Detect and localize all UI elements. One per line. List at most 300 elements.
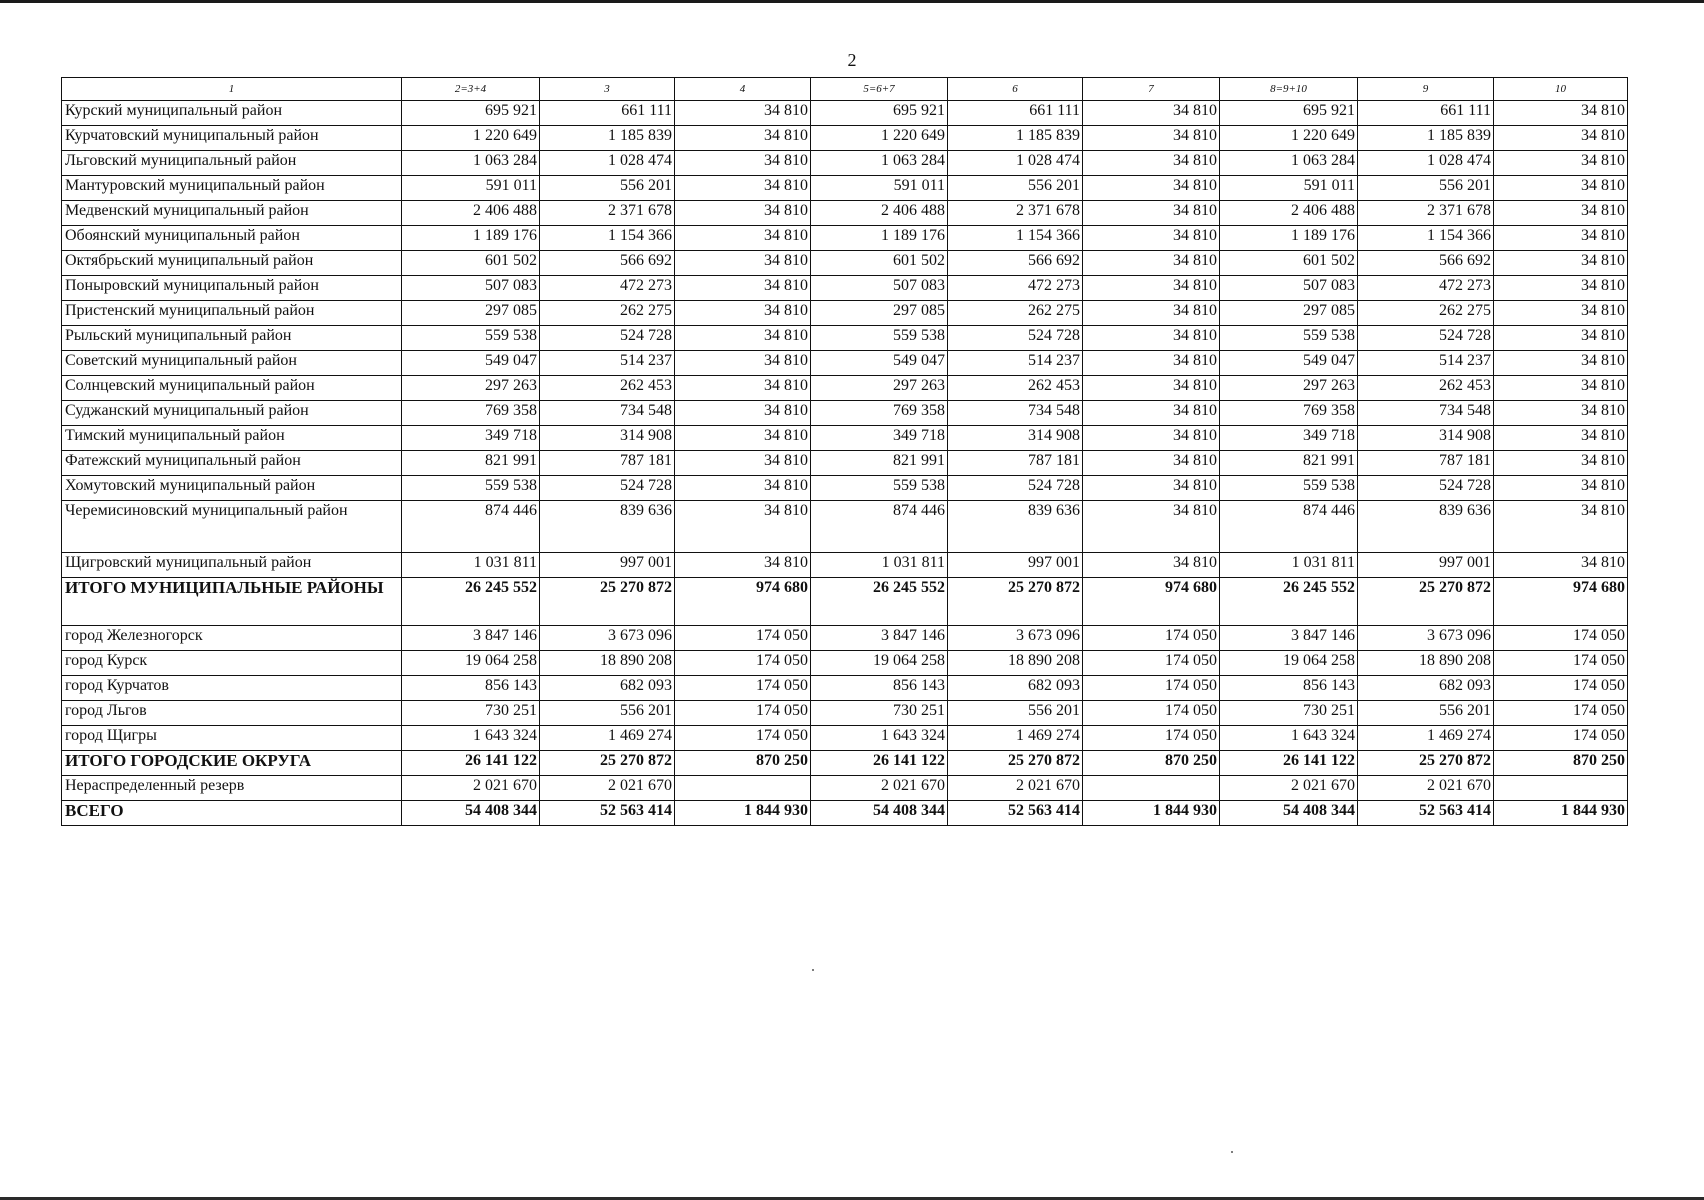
value-cell: 556 201 (540, 176, 675, 201)
value-cell: 1 031 811 (402, 553, 540, 578)
value-cell: 174 050 (675, 701, 811, 726)
value-cell: 34 810 (1494, 426, 1628, 451)
value-cell: 1 185 839 (540, 126, 675, 151)
row-label-cell: ИТОГО ГОРОДСКИЕ ОКРУГА (62, 751, 402, 776)
value-cell: 787 181 (948, 451, 1083, 476)
value-cell: 54 408 344 (811, 801, 948, 826)
value-cell: 1 469 274 (948, 726, 1083, 751)
table-row (62, 476, 1628, 501)
row-label-cell: город Щигры (62, 726, 402, 751)
value-cell: 1 185 839 (1358, 126, 1494, 151)
value-cell: 52 563 414 (948, 801, 1083, 826)
value-cell: 34 810 (1083, 176, 1220, 201)
value-cell: 34 810 (1083, 101, 1220, 126)
value-cell: 54 408 344 (1220, 801, 1358, 826)
table-row (62, 151, 1628, 176)
row-label-cell: Черемисиновский муниципальный район (62, 501, 402, 553)
value-cell: 1 031 811 (1220, 553, 1358, 578)
value-cell: 2 406 488 (1220, 201, 1358, 226)
value-cell: 787 181 (1358, 451, 1494, 476)
value-cell: 1 469 274 (540, 726, 675, 751)
value-cell: 34 810 (675, 553, 811, 578)
value-cell: 25 270 872 (540, 751, 675, 776)
value-cell: 34 810 (675, 151, 811, 176)
value-cell: 734 548 (1358, 401, 1494, 426)
value-cell: 682 093 (948, 676, 1083, 701)
table-row (62, 426, 1628, 451)
value-cell: 787 181 (540, 451, 675, 476)
page-number: 2 (847, 50, 857, 70)
value-cell: 974 680 (675, 578, 811, 626)
value-cell: 34 810 (1494, 451, 1628, 476)
row-label-cell: Курский муниципальный район (62, 101, 402, 126)
row-label-cell: Льговский муниципальный район (62, 151, 402, 176)
row-label-cell: Поныровский муниципальный район (62, 276, 402, 301)
value-cell: 19 064 258 (1220, 651, 1358, 676)
value-cell: 34 810 (1083, 376, 1220, 401)
value-cell: 34 810 (1494, 201, 1628, 226)
row-label-cell: Тимский муниципальный район (62, 426, 402, 451)
value-cell: 52 563 414 (1358, 801, 1494, 826)
value-cell: 34 810 (675, 501, 811, 553)
row-label-cell: Мантуровский муниципальный район (62, 176, 402, 201)
value-cell: 262 275 (1358, 301, 1494, 326)
value-cell: 52 563 414 (540, 801, 675, 826)
value-cell: 874 446 (811, 501, 948, 553)
value-cell: 1 844 930 (675, 801, 811, 826)
value-cell: 974 680 (1083, 578, 1220, 626)
value-cell: 1 063 284 (811, 151, 948, 176)
value-cell: 997 001 (1358, 553, 1494, 578)
value-cell: 34 810 (1083, 301, 1220, 326)
value-cell: 556 201 (948, 701, 1083, 726)
value-cell: 34 810 (675, 101, 811, 126)
value-cell: 661 111 (540, 101, 675, 126)
value-cell: 262 453 (540, 376, 675, 401)
value-cell: 769 358 (811, 401, 948, 426)
column-number-header-row (62, 78, 1628, 101)
value-cell: 297 085 (811, 301, 948, 326)
value-cell: 262 275 (948, 301, 1083, 326)
value-cell: 514 237 (948, 351, 1083, 376)
table-row (62, 301, 1628, 326)
value-cell: 856 143 (1220, 676, 1358, 701)
row-label-cell: ВСЕГО (62, 801, 402, 826)
column-header: 3 (540, 78, 675, 101)
table-row (62, 226, 1628, 251)
value-cell: 1 220 649 (402, 126, 540, 151)
value-cell: 1 643 324 (811, 726, 948, 751)
value-cell: 34 810 (1494, 476, 1628, 501)
value-cell: 314 908 (1358, 426, 1494, 451)
row-label-cell: Пристенский муниципальный район (62, 301, 402, 326)
value-cell: 174 050 (675, 626, 811, 651)
table-row (62, 326, 1628, 351)
value-cell: 26 245 552 (1220, 578, 1358, 626)
value-cell: 297 263 (402, 376, 540, 401)
value-cell: 1 063 284 (1220, 151, 1358, 176)
value-cell: 26 141 122 (811, 751, 948, 776)
value-cell: 821 991 (1220, 451, 1358, 476)
value-cell: 556 201 (540, 701, 675, 726)
value-cell: 1 220 649 (1220, 126, 1358, 151)
value-cell: 524 728 (1358, 326, 1494, 351)
value-cell: 874 446 (402, 501, 540, 553)
value-cell: 1 154 366 (540, 226, 675, 251)
value-cell: 34 810 (1083, 126, 1220, 151)
row-label-cell: Рыльский муниципальный район (62, 326, 402, 351)
value-cell: 34 810 (675, 226, 811, 251)
row-label-cell: Щигровский муниципальный район (62, 553, 402, 578)
value-cell: 559 538 (811, 476, 948, 501)
value-cell: 2 406 488 (402, 201, 540, 226)
column-header: 9 (1358, 78, 1494, 101)
value-cell: 1 643 324 (402, 726, 540, 751)
value-cell: 549 047 (1220, 351, 1358, 376)
value-cell: 997 001 (540, 553, 675, 578)
value-cell: 34 810 (1083, 476, 1220, 501)
value-cell: 524 728 (1358, 476, 1494, 501)
value-cell: 34 810 (675, 326, 811, 351)
value-cell: 314 908 (540, 426, 675, 451)
value-cell: 507 083 (402, 276, 540, 301)
value-cell: 26 245 552 (402, 578, 540, 626)
value-cell: 34 810 (1494, 226, 1628, 251)
table-row (62, 376, 1628, 401)
value-cell: 874 446 (1220, 501, 1358, 553)
value-cell: 997 001 (948, 553, 1083, 578)
value-cell: 839 636 (540, 501, 675, 553)
value-cell: 974 680 (1494, 578, 1628, 626)
value-cell: 19 064 258 (811, 651, 948, 676)
value-cell: 34 810 (675, 301, 811, 326)
value-cell: 549 047 (811, 351, 948, 376)
value-cell: 2 021 670 (811, 776, 948, 801)
value-cell: 1 189 176 (811, 226, 948, 251)
value-cell: 661 111 (1358, 101, 1494, 126)
value-cell: 2 406 488 (811, 201, 948, 226)
value-cell: 174 050 (1494, 626, 1628, 651)
value-cell: 297 085 (402, 301, 540, 326)
value-cell (675, 776, 811, 801)
value-cell: 18 890 208 (948, 651, 1083, 676)
value-cell: 591 011 (811, 176, 948, 201)
value-cell: 34 810 (1494, 326, 1628, 351)
value-cell: 2 021 670 (948, 776, 1083, 801)
value-cell: 2 021 670 (402, 776, 540, 801)
table-row (62, 101, 1628, 126)
value-cell: 695 921 (811, 101, 948, 126)
value-cell: 856 143 (811, 676, 948, 701)
value-cell: 1 154 366 (1358, 226, 1494, 251)
value-cell: 26 141 122 (1220, 751, 1358, 776)
value-cell: 524 728 (540, 326, 675, 351)
value-cell: 472 273 (1358, 276, 1494, 301)
value-cell: 34 810 (675, 376, 811, 401)
value-cell: 1 220 649 (811, 126, 948, 151)
value-cell: 34 810 (1083, 351, 1220, 376)
value-cell: 559 538 (402, 476, 540, 501)
value-cell: 514 237 (540, 351, 675, 376)
value-cell: 1 844 930 (1494, 801, 1628, 826)
budget-allocation-table (61, 77, 1628, 826)
value-cell: 1 469 274 (1358, 726, 1494, 751)
table-total-row (62, 751, 1628, 776)
value-cell: 297 085 (1220, 301, 1358, 326)
value-cell: 25 270 872 (1358, 578, 1494, 626)
value-cell: 314 908 (948, 426, 1083, 451)
value-cell: 601 502 (1220, 251, 1358, 276)
value-cell: 34 810 (1083, 151, 1220, 176)
value-cell: 507 083 (811, 276, 948, 301)
value-cell: 54 408 344 (402, 801, 540, 826)
value-cell: 34 810 (1494, 276, 1628, 301)
table-body (62, 78, 1628, 826)
value-cell: 26 245 552 (811, 578, 948, 626)
value-cell: 34 810 (1494, 101, 1628, 126)
value-cell: 730 251 (1220, 701, 1358, 726)
value-cell: 559 538 (811, 326, 948, 351)
value-cell: 174 050 (1083, 651, 1220, 676)
table-row (62, 176, 1628, 201)
value-cell: 2 021 670 (1220, 776, 1358, 801)
table-row (62, 626, 1628, 651)
scan-speck (812, 969, 814, 971)
value-cell: 174 050 (675, 651, 811, 676)
table-total-row (62, 578, 1628, 626)
value-cell: 1 189 176 (402, 226, 540, 251)
table-row (62, 201, 1628, 226)
value-cell: 3 847 146 (1220, 626, 1358, 651)
value-cell: 769 358 (1220, 401, 1358, 426)
value-cell: 34 810 (1083, 451, 1220, 476)
value-cell: 297 263 (811, 376, 948, 401)
value-cell: 821 991 (402, 451, 540, 476)
value-cell: 601 502 (811, 251, 948, 276)
value-cell: 559 538 (1220, 476, 1358, 501)
value-cell: 549 047 (402, 351, 540, 376)
value-cell: 34 810 (1494, 351, 1628, 376)
value-cell: 695 921 (402, 101, 540, 126)
value-cell: 34 810 (1494, 126, 1628, 151)
row-label-cell: Обоянский муниципальный район (62, 226, 402, 251)
value-cell: 566 692 (540, 251, 675, 276)
value-cell: 34 810 (675, 126, 811, 151)
value-cell: 1 643 324 (1220, 726, 1358, 751)
value-cell: 34 810 (1083, 426, 1220, 451)
value-cell: 3 847 146 (402, 626, 540, 651)
value-cell: 25 270 872 (540, 578, 675, 626)
row-label-cell: Курчатовский муниципальный район (62, 126, 402, 151)
value-cell: 297 263 (1220, 376, 1358, 401)
value-cell: 34 810 (675, 426, 811, 451)
value-cell: 174 050 (1083, 726, 1220, 751)
value-cell: 34 810 (1083, 201, 1220, 226)
row-label-cell: город Курск (62, 651, 402, 676)
value-cell: 769 358 (402, 401, 540, 426)
row-label-cell: Нераспределенный резерв (62, 776, 402, 801)
value-cell: 174 050 (1494, 701, 1628, 726)
value-cell: 34 810 (1494, 251, 1628, 276)
value-cell: 1 028 474 (540, 151, 675, 176)
value-cell: 559 538 (402, 326, 540, 351)
value-cell: 524 728 (540, 476, 675, 501)
column-header: 1 (62, 78, 402, 101)
value-cell: 174 050 (675, 676, 811, 701)
value-cell: 34 810 (675, 451, 811, 476)
table-row (62, 276, 1628, 301)
value-cell: 839 636 (1358, 501, 1494, 553)
value-cell: 174 050 (1083, 626, 1220, 651)
value-cell: 507 083 (1220, 276, 1358, 301)
value-cell: 730 251 (402, 701, 540, 726)
value-cell: 174 050 (1494, 651, 1628, 676)
value-cell: 26 141 122 (402, 751, 540, 776)
row-label-cell: город Железногорск (62, 626, 402, 651)
value-cell: 34 810 (675, 476, 811, 501)
value-cell: 34 810 (1083, 251, 1220, 276)
row-label-cell: ИТОГО МУНИЦИПАЛЬНЫЕ РАЙОНЫ (62, 578, 402, 626)
value-cell: 19 064 258 (402, 651, 540, 676)
value-cell: 34 810 (1494, 376, 1628, 401)
value-cell: 556 201 (1358, 176, 1494, 201)
value-cell: 514 237 (1358, 351, 1494, 376)
value-cell: 25 270 872 (948, 578, 1083, 626)
value-cell: 34 810 (1083, 326, 1220, 351)
table-total-row (62, 801, 1628, 826)
value-cell: 821 991 (811, 451, 948, 476)
value-cell: 34 810 (1083, 553, 1220, 578)
value-cell: 349 718 (1220, 426, 1358, 451)
scan-speck (1231, 1151, 1233, 1153)
value-cell: 1 028 474 (1358, 151, 1494, 176)
value-cell: 34 810 (675, 201, 811, 226)
value-cell: 34 810 (1083, 276, 1220, 301)
value-cell: 3 673 096 (540, 626, 675, 651)
table-row (62, 251, 1628, 276)
value-cell: 734 548 (540, 401, 675, 426)
value-cell (1494, 776, 1628, 801)
value-cell: 262 275 (540, 301, 675, 326)
value-cell: 524 728 (948, 476, 1083, 501)
value-cell: 1 844 930 (1083, 801, 1220, 826)
value-cell: 2 021 670 (1358, 776, 1494, 801)
value-cell: 682 093 (540, 676, 675, 701)
value-cell: 591 011 (1220, 176, 1358, 201)
value-cell: 591 011 (402, 176, 540, 201)
table-row (62, 126, 1628, 151)
table-row (62, 776, 1628, 801)
value-cell: 1 063 284 (402, 151, 540, 176)
value-cell: 2 021 670 (540, 776, 675, 801)
table-row (62, 451, 1628, 476)
value-cell: 34 810 (675, 176, 811, 201)
value-cell: 2 371 678 (540, 201, 675, 226)
value-cell: 34 810 (1083, 226, 1220, 251)
column-header: 10 (1494, 78, 1628, 101)
value-cell: 2 371 678 (1358, 201, 1494, 226)
value-cell: 25 270 872 (1358, 751, 1494, 776)
value-cell: 695 921 (1220, 101, 1358, 126)
value-cell: 661 111 (948, 101, 1083, 126)
column-header: 7 (1083, 78, 1220, 101)
value-cell: 524 728 (948, 326, 1083, 351)
column-header: 2=3+4 (402, 78, 540, 101)
value-cell: 730 251 (811, 701, 948, 726)
value-cell: 1 154 366 (948, 226, 1083, 251)
value-cell: 566 692 (948, 251, 1083, 276)
column-header: 5=6+7 (811, 78, 948, 101)
value-cell: 34 810 (1083, 401, 1220, 426)
table-row (62, 553, 1628, 578)
value-cell: 18 890 208 (1358, 651, 1494, 676)
value-cell: 34 810 (1494, 401, 1628, 426)
table-row (62, 701, 1628, 726)
value-cell: 174 050 (1083, 676, 1220, 701)
value-cell: 856 143 (402, 676, 540, 701)
value-cell: 870 250 (1083, 751, 1220, 776)
value-cell: 262 453 (948, 376, 1083, 401)
value-cell: 870 250 (675, 751, 811, 776)
value-cell: 556 201 (948, 176, 1083, 201)
scan-edge-top (0, 0, 1704, 3)
column-header: 8=9+10 (1220, 78, 1358, 101)
value-cell: 472 273 (948, 276, 1083, 301)
value-cell: 34 810 (675, 351, 811, 376)
value-cell: 3 847 146 (811, 626, 948, 651)
row-label-cell: Медвенский муниципальный район (62, 201, 402, 226)
column-header: 4 (675, 78, 811, 101)
table-row (62, 726, 1628, 751)
value-cell: 3 673 096 (1358, 626, 1494, 651)
value-cell: 734 548 (948, 401, 1083, 426)
row-label-cell: Суджанский муниципальный район (62, 401, 402, 426)
value-cell: 34 810 (1494, 176, 1628, 201)
value-cell: 34 810 (675, 401, 811, 426)
value-cell: 1 185 839 (948, 126, 1083, 151)
value-cell: 3 673 096 (948, 626, 1083, 651)
value-cell: 174 050 (1494, 676, 1628, 701)
value-cell: 566 692 (1358, 251, 1494, 276)
value-cell: 349 718 (402, 426, 540, 451)
value-cell: 262 453 (1358, 376, 1494, 401)
table-row (62, 651, 1628, 676)
value-cell: 34 810 (1494, 553, 1628, 578)
value-cell: 174 050 (675, 726, 811, 751)
value-cell: 34 810 (1083, 501, 1220, 553)
value-cell: 34 810 (675, 276, 811, 301)
table-row (62, 351, 1628, 376)
value-cell: 556 201 (1358, 701, 1494, 726)
value-cell: 2 371 678 (948, 201, 1083, 226)
value-cell: 34 810 (1494, 501, 1628, 553)
value-cell: 682 093 (1358, 676, 1494, 701)
value-cell: 472 273 (540, 276, 675, 301)
value-cell: 839 636 (948, 501, 1083, 553)
value-cell: 174 050 (1494, 726, 1628, 751)
row-label-cell: город Курчатов (62, 676, 402, 701)
value-cell: 25 270 872 (948, 751, 1083, 776)
value-cell: 174 050 (1083, 701, 1220, 726)
table-row (62, 401, 1628, 426)
row-label-cell: Хомутовский муниципальный район (62, 476, 402, 501)
row-label-cell: Советский муниципальный район (62, 351, 402, 376)
value-cell: 1 031 811 (811, 553, 948, 578)
value-cell: 349 718 (811, 426, 948, 451)
value-cell (1083, 776, 1220, 801)
row-label-cell: город Льгов (62, 701, 402, 726)
value-cell: 1 028 474 (948, 151, 1083, 176)
